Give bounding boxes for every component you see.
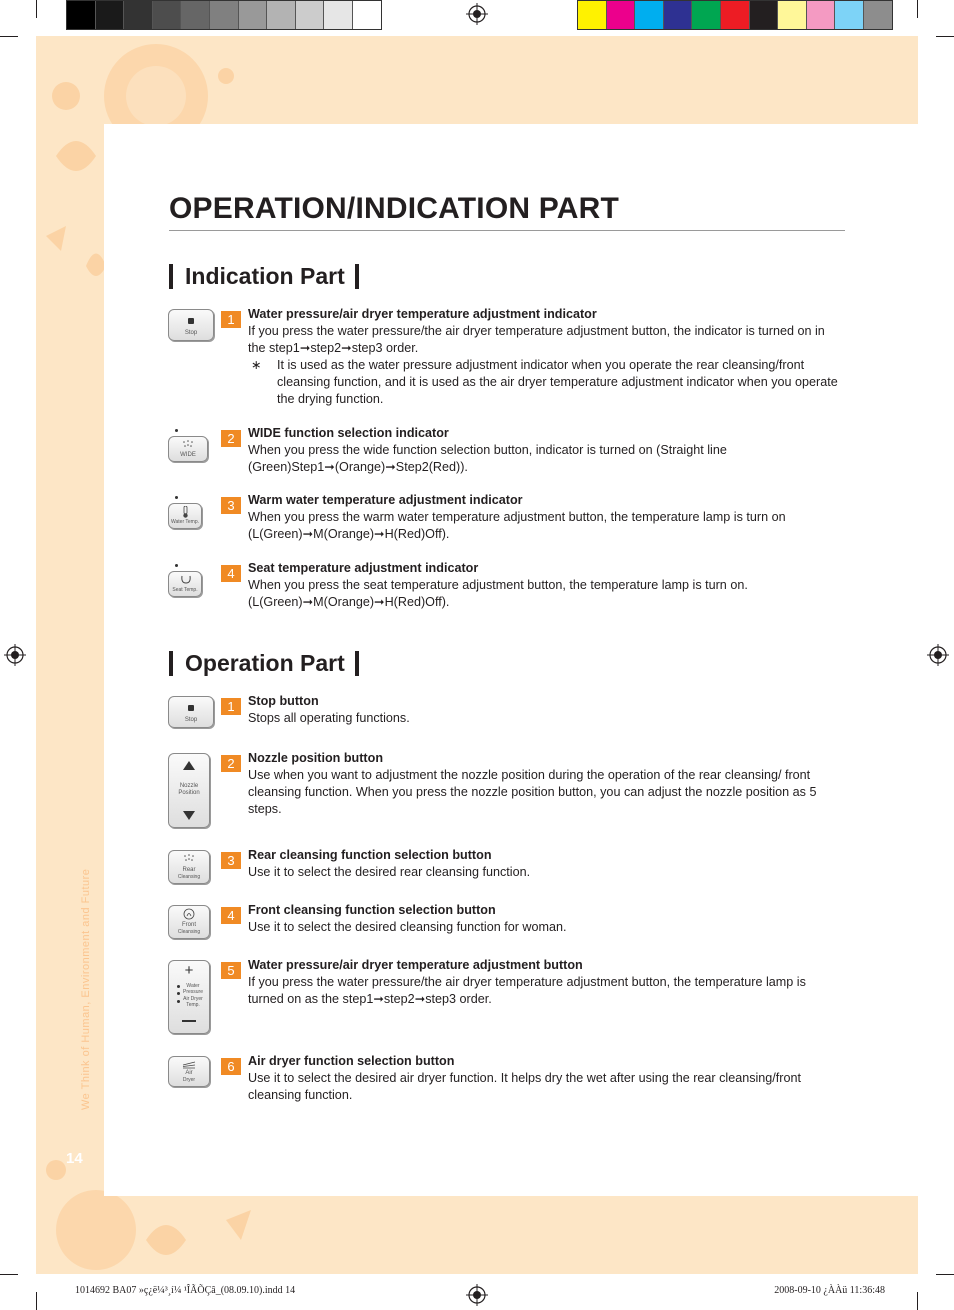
item-number: 4 — [221, 907, 241, 924]
nozzle-position-icon: Nozzle Position — [168, 753, 210, 828]
item-number: 2 — [221, 755, 241, 772]
item-note — [248, 357, 845, 408]
chevron-up-icon — [183, 761, 195, 770]
item-text — [248, 693, 845, 727]
item-title: Nozzle position button — [248, 751, 384, 765]
indication-heading — [169, 261, 359, 291]
crop-mark — [36, 1292, 37, 1310]
item-text — [248, 750, 845, 818]
title-rule — [169, 230, 845, 231]
minus-icon — [182, 1020, 196, 1022]
heading-bar — [355, 651, 359, 676]
crop-mark — [0, 1274, 18, 1275]
wind-icon — [182, 1060, 196, 1069]
operation-item-1 — [165, 696, 845, 736]
indication-item-3 — [165, 495, 845, 545]
item-title: Stop button — [248, 694, 319, 708]
water-temp-icon: Water Temp. — [168, 503, 202, 529]
operation-item-5 — [165, 960, 845, 1036]
item-number: 4 — [221, 565, 241, 582]
item-title: Rear cleansing function selection button — [248, 848, 492, 862]
item-title: Front cleansing function selection button — [248, 903, 496, 917]
item-text — [248, 1053, 845, 1104]
item-body: When you press the seat temperature adjustment button, the temperature lamp is turn on. (L(Green)➞M(Orange)➞H(Red)Off). — [248, 578, 748, 609]
item-body: When you press the wide function selection button, indicator is turned on (Straight line (Green)Step1➞(Orange)➞Step2(Red)). — [248, 443, 727, 474]
item-body: Stops all operating functions. — [248, 711, 410, 725]
side-tagline: We Think of Human, Environment and Future — [80, 868, 92, 1110]
spray-icon — [183, 854, 195, 864]
item-title: WIDE function selection indicator — [248, 426, 449, 440]
operation-item-6 — [165, 1056, 845, 1106]
crop-mark — [936, 1274, 954, 1275]
operation-heading — [169, 648, 359, 678]
indicator-lamp — [175, 564, 178, 567]
page-number: 14 — [66, 1150, 83, 1167]
item-text — [248, 847, 845, 881]
registration-mark-icon — [466, 3, 488, 25]
grayscale-color-bar — [66, 0, 382, 30]
item-body: Use it to select the desired cleansing function for woman. — [248, 920, 567, 934]
crop-mark — [917, 1292, 918, 1310]
stop-button-icon: Stop — [168, 696, 214, 728]
crop-mark — [0, 36, 18, 37]
item-number: 5 — [221, 962, 241, 979]
air-dryer-icon: Air Dryer — [168, 1056, 210, 1087]
chevron-down-icon — [183, 811, 195, 820]
operation-item-3 — [165, 850, 845, 886]
indication-item-2 — [165, 428, 845, 478]
registration-mark-icon — [4, 644, 26, 666]
item-number: 1 — [221, 698, 241, 715]
rear-cleansing-icon: Rear Cleansing — [168, 850, 210, 884]
crop-mark — [917, 0, 918, 18]
front-cleansing-icon: Front Cleansing — [168, 905, 210, 939]
heading-bar — [355, 264, 359, 289]
item-body: If you press the water pressure/the air dryer temperature adjustment button, the indicator is turned on in the step1➞step2➞step3 order. — [248, 324, 825, 355]
note-text: It is used as the water pressure adjustment indicator when you operate the rear cleansing/front cleansing function, and it is used as the air dryer temperature adjustment indicator when you operate the drying function. — [277, 358, 838, 406]
file-name: 1014692 BA07 »ç¿ë¼³¸í¼ ¹ÎÃÕÇâ_(08.09.10).indd 14 — [75, 1285, 296, 1296]
indicator-lamp — [175, 496, 178, 499]
wide-icon: WIDE — [168, 436, 208, 462]
item-number: 1 — [221, 311, 241, 328]
heading-bar — [169, 264, 173, 289]
item-title: Water pressure/air dryer temperature adjustment button — [248, 958, 583, 972]
indication-item-1 — [165, 309, 845, 409]
item-number: 3 — [221, 497, 241, 514]
item-title: Water pressure/air dryer temperature adjustment indicator — [248, 307, 597, 321]
item-text — [248, 902, 845, 936]
item-body: Use it to select the desired air dryer function. It helps dry the wet after using the rear cleansing/front cleansing function. — [248, 1071, 802, 1102]
item-body: If you press the water pressure/the air dryer temperature adjustment button, the temperature lamp is turned on as the step1➞step2➞step3 order. — [248, 975, 806, 1006]
thermometer-icon — [181, 506, 191, 518]
item-title: Air dryer function selection button — [248, 1054, 455, 1068]
stop-icon: Stop — [168, 309, 214, 341]
section-title: Operation Part — [185, 650, 345, 676]
item-title: Seat temperature adjustment indicator — [248, 561, 479, 575]
spray-icon — [182, 440, 194, 450]
crop-mark — [36, 0, 37, 18]
item-text — [248, 425, 845, 476]
item-text — [248, 306, 845, 408]
item-title: Warm water temperature adjustment indicator — [248, 493, 523, 507]
item-body: Use it to select the desired rear cleansing function. — [248, 865, 531, 879]
heading-bar — [169, 651, 173, 676]
timestamp: 2008-09-10 ¿ÀÀü 11:36:48 — [774, 1285, 885, 1296]
item-text — [248, 560, 845, 611]
item-body: Use when you want to adjustment the nozzle position during the operation of the rear cleansing/ front cleansing function. When you press the nozzle position button, you can adjust the nozzle position as 5 steps. — [248, 768, 817, 816]
water-pressure-icon: + Water Pressure Air Dryer Temp. — [168, 960, 210, 1034]
asterisk-icon: ∗ — [251, 358, 262, 372]
seat-temp-icon: Seat Temp. — [168, 571, 202, 597]
crop-mark — [936, 36, 954, 37]
section-title: Indication Part — [185, 263, 345, 289]
item-number: 2 — [221, 430, 241, 447]
item-text — [248, 957, 845, 1008]
registration-mark-icon — [466, 1284, 488, 1306]
item-body: When you press the warm water temperature adjustment button, the temperature lamp is turn on (L(Green)➞M(Orange)➞H(Red)Off). — [248, 510, 786, 541]
operation-item-4 — [165, 905, 845, 941]
indicator-lamp — [175, 429, 178, 432]
plus-icon: + — [184, 962, 194, 979]
item-text — [248, 492, 845, 543]
front-spray-icon — [183, 908, 195, 920]
registration-mark-icon — [927, 644, 949, 666]
process-color-bar — [577, 0, 893, 30]
item-number: 3 — [221, 852, 241, 869]
page-title: OPERATION/INDICATION PART — [169, 192, 619, 225]
indication-item-4 — [165, 563, 845, 613]
operation-item-2 — [165, 753, 845, 829]
item-number: 6 — [221, 1058, 241, 1075]
seat-icon — [180, 574, 192, 585]
